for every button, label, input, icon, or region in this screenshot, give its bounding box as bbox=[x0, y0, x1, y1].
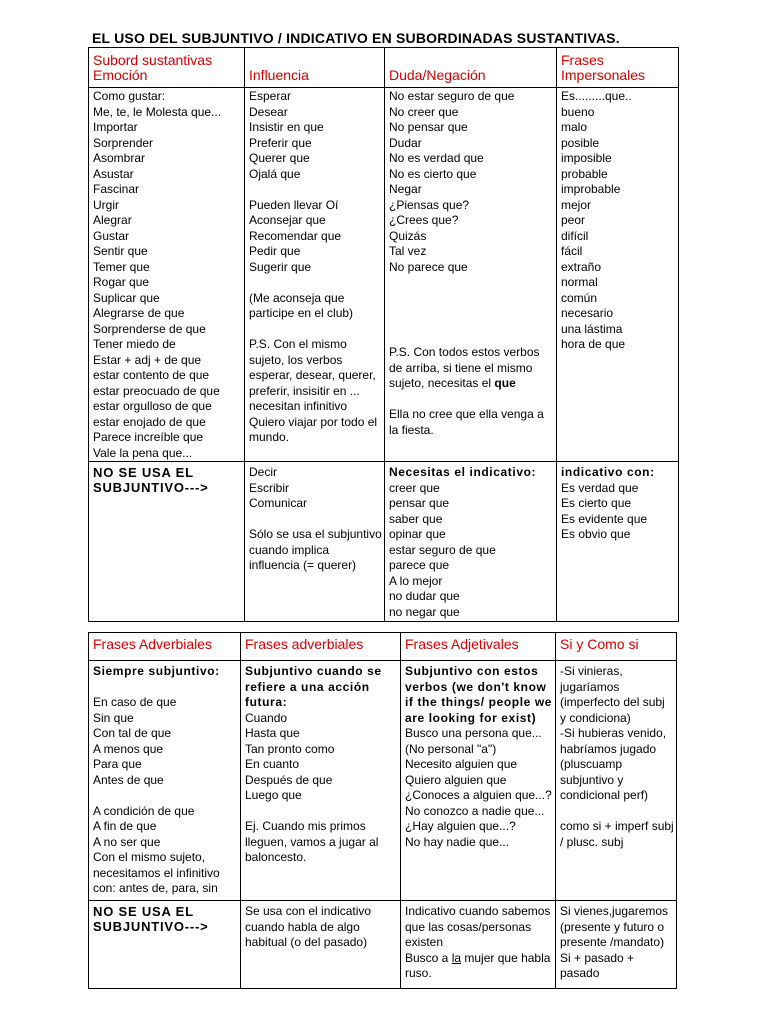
adjetivales-list bbox=[405, 726, 553, 850]
list-item: extraño bbox=[561, 259, 602, 274]
table-adverbiales bbox=[88, 632, 677, 989]
list-item: estar enojado de que bbox=[93, 414, 206, 429]
duda-list bbox=[389, 89, 554, 275]
list-item: Sin que bbox=[93, 710, 134, 725]
emocion-list bbox=[93, 89, 242, 461]
list-item bbox=[249, 275, 382, 291]
list-item: Suplicar que bbox=[93, 290, 160, 305]
list-item: Estar + adj + de que bbox=[93, 352, 202, 367]
list-item: Vale la pena que... bbox=[93, 445, 193, 460]
list-item: A condición de que bbox=[93, 803, 195, 818]
list-item: En caso de que bbox=[93, 695, 177, 709]
list-item: Hasta que bbox=[245, 726, 300, 740]
list-item: improbable bbox=[561, 182, 621, 196]
table-row bbox=[89, 88, 679, 462]
adjetivales-head: Subjuntivo con estos verbos (we don't know if the things/ people we are looking for exist) bbox=[405, 664, 553, 725]
duda-example: Ella no cree que ella venga a la fiesta. bbox=[389, 407, 544, 437]
list-item: como si + imperf subj / plusc. subj bbox=[560, 819, 674, 849]
list-item: Con el mismo sujeto, necesitamos el infinitivo con: antes de, para, sin bbox=[93, 850, 220, 895]
duda-ps-text: P.S. Con todos estos verbos de arriba, si tiene el mismo sujeto, necesitas el bbox=[389, 345, 540, 390]
header-line: Frases bbox=[561, 52, 604, 68]
list-item: Ej. Cuando mis primos lleguen, vamos a jugar al baloncesto. bbox=[245, 819, 379, 864]
list-item: Con tal de que bbox=[93, 726, 172, 740]
header-influencia: Influencia bbox=[245, 48, 385, 88]
list-item: Para que bbox=[93, 757, 142, 771]
cell-influencia bbox=[245, 88, 385, 462]
list-item: No es verdad que bbox=[389, 151, 484, 165]
cell-si-como-si bbox=[556, 661, 677, 901]
list-item: Pedir que bbox=[249, 244, 301, 258]
list-item: No es cierto que bbox=[389, 166, 477, 181]
list-item: No hay nadie que... bbox=[405, 834, 510, 849]
list-item: Tan pronto como bbox=[245, 741, 335, 756]
list-item: A lo mejor bbox=[389, 573, 443, 588]
list-item: Sentir que bbox=[93, 244, 148, 258]
list-item: Pueden llevar Oí bbox=[249, 197, 339, 212]
influencia-indicativo-list bbox=[249, 465, 382, 574]
adjetivales-indicativo-text: Indicativo cuando sabemos que las cosas/personas existen bbox=[405, 904, 551, 949]
si-como-si-list bbox=[560, 664, 674, 850]
list-item: -Si hubieras venido, habríamos jugado (pluscuamp subjuntivo y condicional perf) bbox=[560, 726, 667, 802]
list-item bbox=[249, 182, 382, 198]
table-row bbox=[89, 462, 679, 622]
adverbiales-indicativo-text: Se usa con el indicativo cuando habla de algo habitual (o del pasado) bbox=[245, 904, 372, 949]
impersonales-indicativo-list bbox=[561, 481, 676, 543]
adverbiales-2-list bbox=[245, 711, 398, 866]
list-item: Preferir que bbox=[249, 135, 312, 150]
list-item: ¿Crees que? bbox=[389, 213, 459, 227]
example-pre: Busco a bbox=[405, 950, 452, 965]
siempre-subjuntivo-head: Siempre subjuntivo: bbox=[93, 664, 220, 678]
list-item: Tener miedo de bbox=[93, 337, 176, 351]
list-item: Quiero viajar por todo el mundo. bbox=[249, 414, 378, 444]
table-sustantivas bbox=[88, 47, 679, 622]
duda-ps bbox=[389, 345, 554, 392]
cell-duda bbox=[385, 88, 557, 462]
list-item: mejor bbox=[561, 197, 592, 212]
list-item: Desear bbox=[249, 104, 288, 119]
header-frases-adjetivales: Frases Adjetivales bbox=[401, 633, 556, 661]
list-item: Alegrar bbox=[93, 213, 132, 227]
list-item bbox=[560, 804, 674, 820]
list-item: Dudar bbox=[389, 135, 422, 150]
list-item: Asustar bbox=[93, 166, 134, 181]
list-item: bueno bbox=[561, 104, 595, 119]
cell-adjetivales bbox=[401, 661, 556, 901]
list-item: Sorprender bbox=[93, 135, 154, 150]
list-item: Es verdad que bbox=[561, 480, 639, 495]
duda-indicativo-head: Necesitas el indicativo: bbox=[389, 465, 537, 479]
list-item: Es evidente que bbox=[561, 511, 648, 526]
list-item: Tal vez bbox=[389, 244, 427, 258]
list-item: Sólo se usa el subjuntivo cuando implica influencia (= querer) bbox=[249, 527, 382, 572]
list-item: Importar bbox=[93, 120, 138, 134]
cell-adjetivales-indicativo bbox=[401, 901, 556, 989]
list-item: ¿Hay alguien que...? bbox=[405, 819, 516, 833]
header-line: Emoción bbox=[93, 67, 148, 83]
list-item: no negar que bbox=[389, 604, 460, 619]
list-item: Cuando bbox=[245, 710, 288, 725]
example-underlined: la bbox=[451, 950, 462, 965]
table-header-row bbox=[89, 633, 677, 661]
table-header-row bbox=[89, 48, 679, 88]
header-line: Subord sustantivas bbox=[93, 52, 213, 68]
list-item: Insistir en que bbox=[249, 120, 324, 134]
list-item: común bbox=[561, 290, 598, 305]
list-item: difícil bbox=[561, 228, 589, 243]
list-item: No conozco a nadie que... bbox=[405, 803, 545, 818]
cell-adverbiales-2 bbox=[241, 661, 401, 901]
cell-emocion bbox=[89, 88, 245, 462]
list-item: Alegrarse de que bbox=[93, 306, 185, 320]
cell-si-indicativo bbox=[556, 901, 677, 989]
table-row bbox=[89, 901, 677, 989]
list-item: Esperar bbox=[249, 89, 292, 103]
list-item: estar preocuado de que bbox=[93, 383, 220, 398]
list-item: Negar bbox=[389, 182, 422, 196]
list-item: A menos que bbox=[93, 741, 164, 756]
list-item: normal bbox=[561, 275, 598, 289]
list-item: Necesito alguien que bbox=[405, 757, 518, 771]
list-item: imposible bbox=[561, 151, 612, 165]
list-item: estar contento de que bbox=[93, 368, 210, 382]
list-item: necesario bbox=[561, 306, 614, 320]
list-item: (Me aconseja que participe en el club) bbox=[249, 290, 354, 320]
duda-indicativo-list bbox=[389, 481, 554, 621]
list-item: (No personal "a") bbox=[405, 741, 497, 756]
influencia-list bbox=[249, 89, 382, 446]
list-item: Sugerir que bbox=[249, 259, 312, 274]
list-item: Ojalá que bbox=[249, 166, 301, 181]
list-item: Me, te, le Molesta que... bbox=[93, 104, 222, 119]
list-item: Como gustar: bbox=[93, 89, 166, 103]
header-line: Impersonales bbox=[561, 67, 646, 83]
list-item: Asombrar bbox=[93, 151, 146, 165]
list-item bbox=[249, 512, 382, 528]
no-se-usa-label: NO SE USA EL SUBJUNTIVO---> bbox=[89, 462, 245, 622]
list-item: Aconsejar que bbox=[249, 213, 326, 227]
list-item: Es obvio que bbox=[561, 527, 631, 541]
list-item: Decir bbox=[249, 465, 278, 479]
header-frases-adverbiales-2: Frases adverbiales bbox=[241, 633, 401, 661]
list-item bbox=[93, 788, 238, 804]
header-emocion bbox=[89, 48, 245, 88]
list-item: Comunicar bbox=[249, 496, 308, 510]
list-item: estar orgulloso de que bbox=[93, 399, 212, 413]
list-item: A no ser que bbox=[93, 834, 161, 849]
list-item: Después de que bbox=[245, 772, 333, 787]
example-post: mujer que habla ruso. bbox=[405, 950, 551, 980]
header-frases-adverbiales-1: Frases Adverbiales bbox=[89, 633, 241, 661]
header-impersonales bbox=[557, 48, 679, 88]
list-item: pensar que bbox=[389, 496, 450, 510]
cell-impersonales bbox=[557, 88, 679, 462]
list-item: Urgir bbox=[93, 197, 119, 212]
impersonales-list bbox=[561, 89, 676, 353]
list-item: no dudar que bbox=[389, 589, 460, 603]
cell-influencia-indicativo bbox=[245, 462, 385, 622]
list-item: Gustar bbox=[93, 228, 130, 243]
cell-impersonales-indicativo bbox=[557, 462, 679, 622]
header-duda: Duda/Negación bbox=[385, 48, 557, 88]
list-item: Temer que bbox=[93, 259, 150, 274]
list-item: Rogar que bbox=[93, 275, 150, 289]
list-item: Es.........que.. bbox=[561, 89, 632, 103]
cell-duda-indicativo bbox=[385, 462, 557, 622]
list-item: parece que bbox=[389, 558, 450, 572]
list-item: saber que bbox=[389, 511, 443, 526]
no-se-usa-label-2: NO SE USA EL SUBJUNTIVO---> bbox=[89, 901, 241, 989]
page-title: EL USO DEL SUBJUNTIVO / INDICATIVO EN SUBORDINADAS SUSTANTIVAS. bbox=[92, 30, 620, 46]
list-item: En cuanto bbox=[245, 757, 300, 771]
list-item: No creer que bbox=[389, 104, 459, 119]
list-item bbox=[245, 804, 398, 820]
list-item: Escribir bbox=[249, 480, 290, 495]
list-item: fácil bbox=[561, 244, 583, 258]
list-item: Quiero alguien que bbox=[405, 772, 507, 787]
list-item bbox=[249, 322, 382, 338]
list-item: hora de que bbox=[561, 337, 626, 351]
list-item: Antes de que bbox=[93, 772, 164, 787]
cell-adverbiales-indicativo bbox=[241, 901, 401, 989]
list-item: Querer que bbox=[249, 151, 310, 165]
list-item: Busco una persona que... bbox=[405, 726, 542, 740]
list-item: No pensar que bbox=[389, 120, 468, 134]
list-item: estar seguro de que bbox=[389, 542, 496, 557]
list-item bbox=[93, 680, 238, 696]
adverbiales-1-list bbox=[93, 680, 238, 897]
si-indicativo-text: Si vienes,jugaremos (presente y futuro o presente /mandato) Si + pasado + pasado bbox=[560, 904, 669, 980]
list-item: No estar seguro de que bbox=[389, 89, 515, 103]
list-item: peor bbox=[561, 213, 586, 227]
list-item: malo bbox=[561, 120, 588, 134]
impersonales-indicativo-head: indicativo con: bbox=[561, 465, 655, 479]
list-item: No parece que bbox=[389, 259, 468, 274]
header-si-como-si: Si y Como si bbox=[556, 633, 677, 661]
adjetivales-indicativo-example bbox=[405, 951, 553, 982]
list-item: posible bbox=[561, 135, 600, 150]
list-item: creer que bbox=[389, 480, 440, 495]
list-item: Quizás bbox=[389, 228, 427, 243]
duda-ps-bold: que bbox=[494, 376, 516, 390]
list-item: P.S. Con el mismo sujeto, los verbos esperar, desear, querer, preferir, insisitir en ... necesitan infinitivo bbox=[249, 337, 376, 413]
list-item: opinar que bbox=[389, 527, 446, 541]
list-item: Parece increíble que bbox=[93, 430, 204, 444]
table-row bbox=[89, 661, 677, 901]
list-item: ¿Conoces a alguien que...? bbox=[405, 788, 552, 802]
list-item: Fascinar bbox=[93, 182, 140, 196]
list-item: Recomendar que bbox=[249, 228, 342, 243]
accion-futura-head: Subjuntivo cuando se refiere a una acción futura: bbox=[245, 664, 382, 709]
list-item: Es cierto que bbox=[561, 496, 632, 510]
list-item: -Si vinieras, jugaríamos (imperfecto del subj y condiciona) bbox=[560, 664, 665, 725]
list-item: ¿Piensas que? bbox=[389, 197, 470, 212]
list-item: probable bbox=[561, 166, 608, 181]
list-item: Luego que bbox=[245, 788, 302, 802]
cell-adverbiales-1 bbox=[89, 661, 241, 901]
list-item: A fin de que bbox=[93, 819, 157, 833]
list-item: Sorprenderse de que bbox=[93, 321, 206, 336]
list-item: una lástima bbox=[561, 321, 623, 336]
